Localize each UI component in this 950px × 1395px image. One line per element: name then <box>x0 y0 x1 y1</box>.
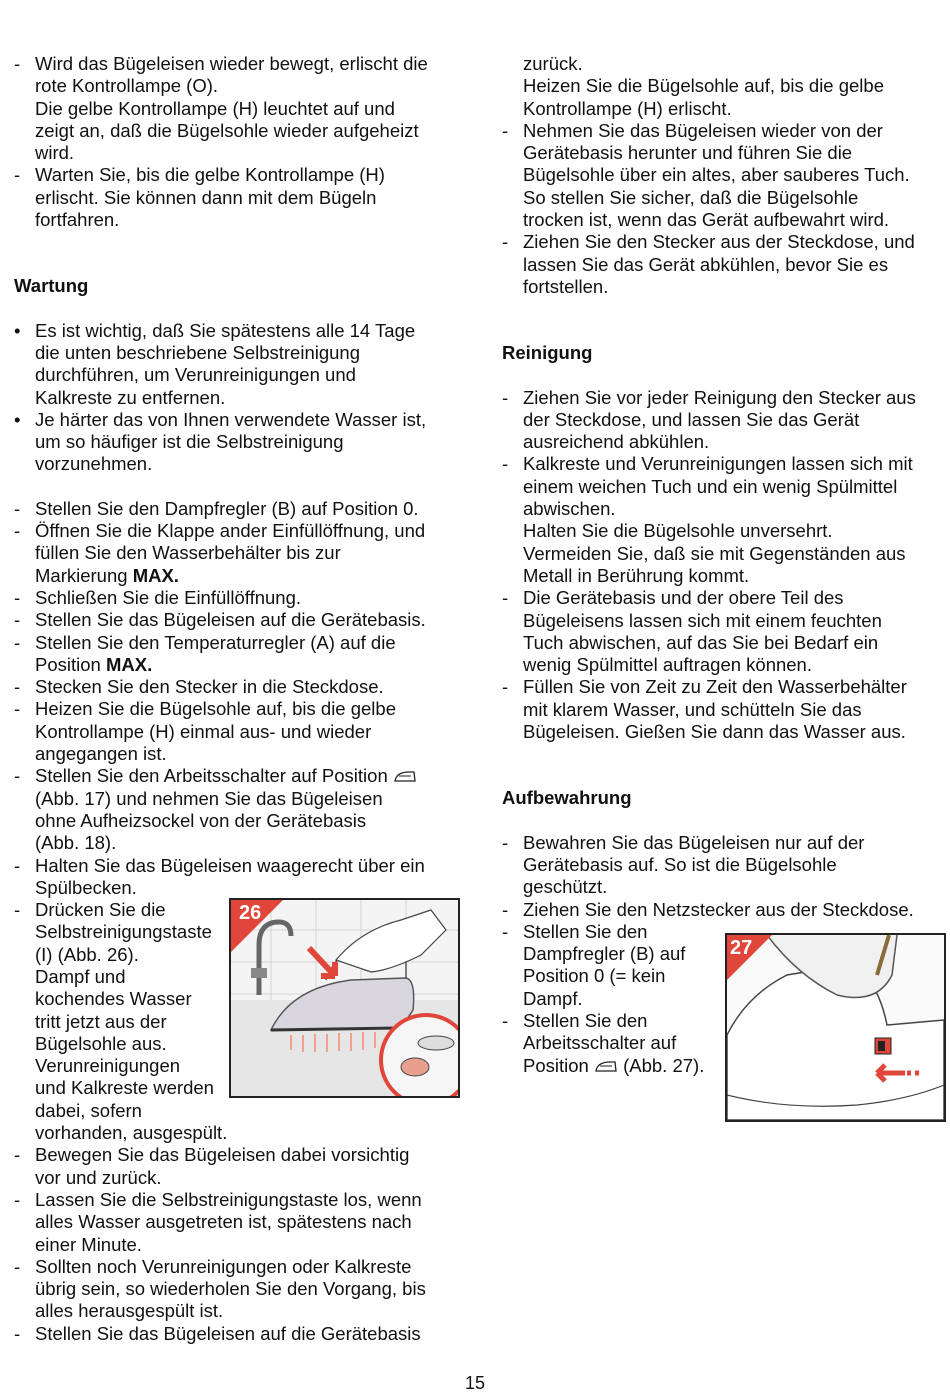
section-heading-wartung: Wartung <box>14 275 89 297</box>
figure-26-self-cleaning-illustration <box>229 898 460 1098</box>
list-item: - Stellen Sie das Bügeleisen auf die Gerätebasis. <box>14 609 426 631</box>
list-item: • Es ist wichtig, daß Sie spätestens alle 14 Tage die unten beschriebene Selbstreinigung durchführen, um Verunreinigungen und Kalkreste zu entfernen. <box>14 319 416 408</box>
list-item: - Halten Sie das Bügeleisen waagerecht über ein Spülbecken. <box>14 854 425 898</box>
list-item: - Heizen Sie die Bügelsohle auf, bis die gelbe Kontrollampe (H) einmal aus- und wieder angegangen ist. <box>14 698 396 765</box>
figure-27-switch-illustration <box>725 933 946 1122</box>
section-heading-reinigung: Reinigung <box>502 342 593 364</box>
right-column <box>502 53 947 1077</box>
list-item: - Stellen Sie den Dampfregler (B) auf Position 0 (= kein Dampf. <box>502 920 686 1009</box>
page-number: 15 <box>464 1373 486 1393</box>
list-item: - Stellen Sie den Temperaturregler (A) auf die Position MAX. <box>14 631 396 675</box>
list-item: - Warten Sie, bis die gelbe Kontrollampe (H) erlischt. Sie können dann mit dem Bügeln fortfahren. <box>14 164 385 231</box>
list-item: - Sollten noch Verunreinigungen oder Kalkreste übrig sein, so wiederholen Sie den Vorgang, bis alles herausgespült ist. <box>14 1255 426 1322</box>
list-item: - Öffnen Sie die Klappe ander Einfüllöffnung, und füllen Sie den Wasserbehälter bis zur Markierung MAX. <box>14 520 426 586</box>
left-column <box>14 53 464 1345</box>
list-item: • Je härter das von Ihnen verwendete Wasser ist, um so häufiger ist die Selbstreinigung vorzunehmen. <box>14 408 427 475</box>
list-item: - Die Gerätebasis und der obere Teil des Bügeleisens lassen sich mit einem feuchten Tuch abwischen, auf das Sie bei Bedarf ein wenig Spülmittel auftragen können. <box>502 587 882 676</box>
station-switch-illustration <box>727 935 944 1120</box>
figure-number-26: 26 <box>239 902 262 924</box>
list-item: - Drücken Sie die Selbstreinigungstaste (I) (Abb. 26). Dampf und kochendes Wasser tritt jetzt aus der Bügelsohle aus. Verunreinigungen und Kalkreste werden dabei, sofern vorhanden, ausgespült. <box>14 899 228 1144</box>
section-heading-aufbewahrung: Aufbewahrung <box>502 787 632 809</box>
list-item: - Nehmen Sie das Bügeleisen wieder von der Gerätebasis herunter und führen Sie die Bügelsohle über ein altes, aber sauberes Tuch. So stellen Sie sicher, daß die Bügelsohle trocken ist, wenn das Gerät aufbewahrt wird. <box>502 119 910 231</box>
list-item: - Stellen Sie den Dampfregler (B) auf Position 0. <box>14 497 419 519</box>
list-item: - Ziehen Sie vor jeder Reinigung den Stecker aus der Steckdose, und lassen Sie das Gerät ausreichend abkühlen. <box>502 386 916 453</box>
list-item: - Füllen Sie von Zeit zu Zeit den Wasserbehälter mit klarem Wasser, und schütteln Sie das Bügeleisen. Gießen Sie dann das Wasser aus. <box>502 676 907 743</box>
list-item: - Schließen Sie die Einfüllöffnung. <box>14 586 302 608</box>
list-item: - Bewahren Sie das Bügeleisen nur auf der Gerätebasis auf. So ist die Bügelsohle geschützt. <box>502 831 865 898</box>
iron-icon <box>393 770 417 784</box>
list-item: - Wird das Bügeleisen wieder bewegt, erlischt die rote Kontrollampe (O). Die gelbe Kontrollampe (H) leuchtet auf und zeigt an, daß die Bügelsohle wieder aufgeheizt wird. <box>14 53 428 164</box>
list-item: - Stellen Sie den Arbeitsschalter auf Position (Abb. 17) und nehmen Sie das Bügeleisen ohne Aufheizsockel von der Gerätebasis (Abb. 18). <box>14 765 464 854</box>
list-item: - Stellen Sie den Arbeitsschalter auf Position (Abb. 27). <box>502 1009 705 1076</box>
figure-number-27: 27 <box>730 937 753 959</box>
continued-text: zurück. Heizen Sie die Bügelsohle auf, bis die gelbe Kontrollampe (H) erlischt. <box>523 53 884 119</box>
list-item: - Stecken Sie den Stecker in die Steckdose. <box>14 676 384 698</box>
self-cleaning-iron-illustration <box>231 900 458 1096</box>
list-item: - Bewegen Sie das Bügeleisen dabei vorsichtig vor und zurück. <box>14 1144 410 1188</box>
list-item: - Ziehen Sie den Netzstecker aus der Steckdose. <box>502 898 914 920</box>
list-item: - Lassen Sie die Selbstreinigungstaste los, wenn alles Wasser ausgetreten ist, spätestens nach einer Minute. <box>14 1188 422 1255</box>
list-item: - Stellen Sie das Bügeleisen auf die Gerätebasis <box>14 1322 421 1344</box>
iron-icon <box>594 1060 618 1074</box>
list-item: - Kalkreste und Verunreinigungen lassen sich mit einem weichen Tuch und ein wenig Spülmittel abwischen. Halten Sie die Bügelsohle unversehrt. Vermeiden Sie, daß sie mit Gegenständen aus Metall in Berührung kommt. <box>502 453 913 586</box>
list-item: - Ziehen Sie den Stecker aus der Steckdose, und lassen Sie das Gerät abkühlen, bevor Sie es fortstellen. <box>502 231 915 297</box>
